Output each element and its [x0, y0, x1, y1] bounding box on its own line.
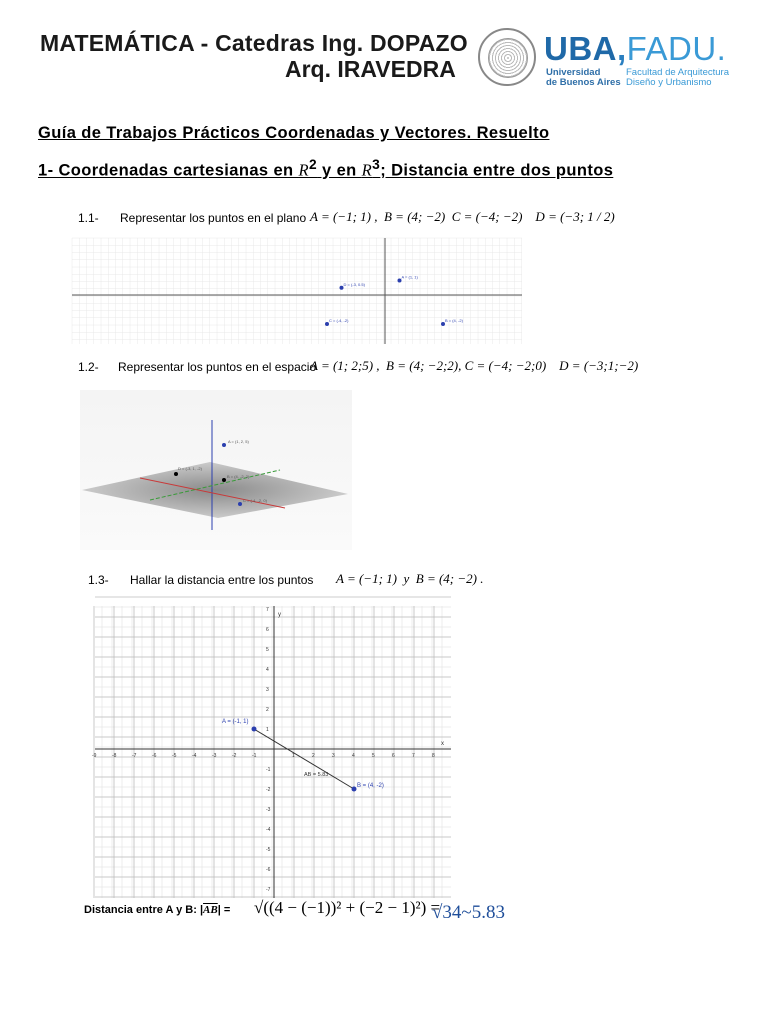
x-tick-label: -1	[252, 753, 257, 759]
plot-3d-space	[80, 390, 352, 550]
y-tick-label: 3	[266, 687, 269, 693]
y-tick-label: -5	[266, 847, 271, 853]
x-tick-label: 3	[332, 753, 335, 759]
y-tick-label: -7	[266, 887, 271, 893]
x-tick-label: -6	[152, 753, 157, 759]
distance-formula-expression: √((4 − (−1))² + (−2 − 1)²) =	[254, 898, 441, 917]
x-tick-label: -3	[212, 753, 217, 759]
x-tick-label: -9	[92, 753, 97, 759]
plane-point-label-2: C = (-4, -2)	[329, 318, 349, 323]
x-tick-label: 4	[352, 753, 355, 759]
x-tick-label: -8	[112, 753, 117, 759]
point-a	[252, 727, 257, 732]
x-tick-label: 1	[292, 753, 295, 759]
plane-point-label-3: B = (4, -2)	[445, 318, 463, 323]
item-1-1-text: Representar los puntos en el plano	[120, 211, 307, 225]
section-title: 1- Coordenadas cartesianas en $R^2$ y en $R^3$; Distancia entre dos puntos	[38, 157, 614, 180]
y-tick-label: -4	[266, 827, 271, 833]
item-1-1-number: 1.1-	[78, 211, 99, 225]
3d-label-d: D = (-3, 1, -2)	[178, 466, 202, 471]
x-tick-label: -5	[172, 753, 177, 759]
item-1-2-points: A = (1; 2;5) , B = (4; −2;2), C = (−4; −2;0) D = (−3;1;−2)	[310, 358, 639, 373]
segment-ab	[254, 729, 354, 789]
point-b	[352, 787, 357, 792]
y-tick-label: -2	[266, 787, 271, 793]
plot-plane-points	[72, 238, 522, 344]
plot-distance	[92, 606, 451, 898]
fadu-faculty-name: Facultad de Arquitectura Diseño y Urbanismo	[626, 67, 729, 88]
point-b-label: B = (4, -2)	[357, 783, 384, 789]
y-tick-label: 6	[266, 627, 269, 633]
uba-seal-logo	[478, 28, 536, 86]
3d-point-a	[222, 443, 226, 447]
distance-formula-label: Distancia entre A y B: $|\overline{AB}|$ =	[84, 904, 231, 916]
y-tick-label: 5	[266, 647, 269, 653]
y-tick-label: 7	[266, 607, 269, 613]
uba-university-name: Universidad de Buenos Aires	[546, 67, 621, 88]
axis-y-label: y	[278, 612, 281, 618]
segment-ab-label: AB = 5.83	[304, 772, 329, 778]
x-tick-label: 7	[412, 753, 415, 759]
y-tick-label: 1	[266, 727, 269, 733]
plane-point-label-1: D = (-3, 0.5)	[343, 281, 365, 287]
y-tick-label: -1	[266, 767, 271, 773]
3d-point-d	[174, 472, 178, 476]
x-tick-label: 8	[432, 753, 435, 759]
x-tick-label: -2	[232, 753, 237, 759]
item-1-3-text: Hallar la distancia entre los puntos	[130, 573, 314, 587]
guide-title: Guía de Trabajos Prácticos Coordenadas y Vectores. Resuelto	[38, 124, 550, 142]
y-tick-label: -6	[266, 867, 271, 873]
item-1-2-number: 1.2-	[78, 360, 99, 374]
x-tick-label: 5	[372, 753, 375, 759]
3d-point-b	[222, 478, 226, 482]
item-1-3-number: 1.3-	[88, 573, 109, 587]
y-tick-label: 2	[266, 707, 269, 713]
x-tick-label: 6	[392, 753, 395, 759]
3d-label-b: B = (4, -2, 2)	[227, 474, 250, 479]
item-1-3-points: A = (−1; 1) y B = (4; −2) .	[336, 571, 484, 586]
item-1-1-points: A = (−1; 1) , B = (4; −2) C = (−4; −2) D = (−3; 1 / 2)	[310, 209, 615, 224]
plane-point-label-0: A = (1, 1)	[401, 274, 418, 280]
x-tick-label: 2	[312, 753, 315, 759]
3d-label-a: A = (1, 2, 5)	[228, 439, 249, 444]
header-professor: Arq. IRAVEDRA	[285, 56, 456, 82]
x-tick-label: -7	[132, 753, 137, 759]
x-tick-label: -4	[192, 753, 197, 759]
3d-point-c	[238, 502, 242, 506]
axis-x-label: x	[441, 741, 444, 747]
item-1-2-text: Representar los puntos en el espacio	[118, 360, 317, 374]
3d-label-c: C = (-4, -2, 0)	[243, 498, 267, 503]
header-course-title: MATEMÁTICA - Catedras Ing. DOPAZO	[40, 30, 468, 56]
y-tick-label: -3	[266, 807, 271, 813]
uba-fadu-logo: UBA,FADU.	[544, 30, 727, 67]
y-tick-label: 4	[266, 667, 269, 673]
point-a-label: A = (-1, 1)	[222, 719, 249, 725]
distance-formula-result: √34~5.83	[432, 902, 505, 923]
